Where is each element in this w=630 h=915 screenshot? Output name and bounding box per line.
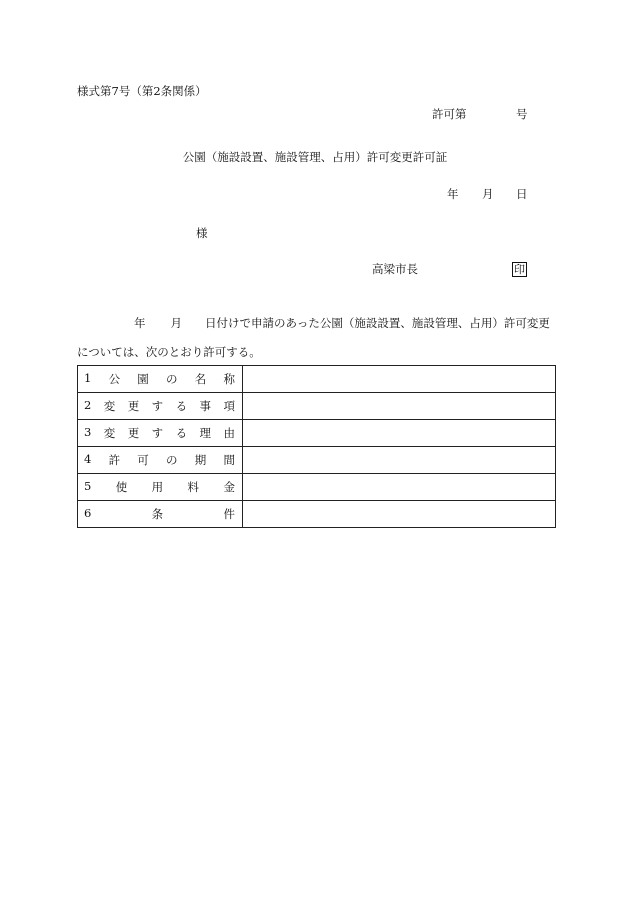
body-month-label: 月 [170,316,182,330]
item-label-char: 期 [194,453,207,467]
table-row [78,501,556,528]
item-label [78,371,242,387]
item-label-char: 事 [199,399,212,413]
issuer-name: 高梁市長 [372,262,418,276]
item-label-char: 用 [151,480,164,494]
item-label-char: 変 [103,426,116,440]
item-value-cell[interactable] [243,501,556,528]
item-number: 4 [84,452,92,466]
addressee-suffix: 様 [196,226,208,240]
document-title: 公園（施設設置、施設管理、占用）許可変更許可証 [182,150,448,164]
item-value-cell[interactable] [243,474,556,501]
item-label-char: の [166,372,178,386]
date-month-label: 月 [482,187,494,201]
item-label-char: 可 [137,453,149,467]
date-year-label: 年 [447,187,459,201]
item-label-cell [78,420,243,447]
item-number: 2 [84,398,92,412]
body-line-1 [134,318,550,330]
item-label-cell [78,474,243,501]
item-label-char: 間 [223,453,235,467]
item-label-char: 件 [223,507,235,521]
item-label [78,425,242,441]
table-row [78,393,556,420]
permit-items-table [77,365,556,528]
seal-mark: 印 [514,263,525,276]
item-label-char: 金 [223,480,235,494]
permit-number-label: 許可第 [432,107,467,121]
table-row [78,447,556,474]
form-number: 様式第7号（第2条関係） [77,84,207,98]
date-day-label: 日 [516,187,528,201]
table-row [78,420,556,447]
item-label-char: 称 [223,372,235,386]
item-label-char: 変 [103,399,116,413]
item-label-char: る [175,426,188,440]
item-label-char: 更 [127,399,140,413]
item-label-char: 料 [187,480,200,494]
body-year-label: 年 [134,316,146,330]
item-number: 5 [84,479,92,493]
item-label-char: す [151,399,164,413]
item-label-char: 名 [194,372,207,386]
item-label [78,506,242,522]
table-row [78,366,556,393]
item-label-char: 理 [199,426,212,440]
item-label-char: 由 [223,426,235,440]
item-label [78,398,242,414]
item-label [78,479,242,495]
item-label-char: す [151,426,164,440]
body-line-2: については、次のとおり許可する。 [77,345,261,359]
item-label-cell [78,447,243,474]
item-label-char: 項 [223,399,235,413]
body-line-1-text: 日付けで申請のあった公園（施設設置、施設管理、占用）許可変更 [205,316,550,330]
item-number: 3 [84,425,92,439]
item-label-char: 条 [151,507,164,521]
item-value-cell[interactable] [243,393,556,420]
item-label [78,452,242,468]
item-label-char: 更 [127,426,140,440]
item-label-char: 許 [108,453,121,467]
item-value-cell[interactable] [243,420,556,447]
item-label-char: の [166,453,178,467]
item-label-cell [78,501,243,528]
item-label-char: る [175,399,188,413]
item-number: 1 [84,371,92,385]
item-value-cell[interactable] [243,366,556,393]
item-label-char: 公 [108,372,121,386]
item-label-char: 園 [137,372,149,386]
item-value-cell[interactable] [243,447,556,474]
item-number: 6 [84,506,92,520]
item-label-cell [78,393,243,420]
table-row [78,474,556,501]
permit-number-suffix: 号 [516,107,528,121]
item-label-char: 使 [115,480,128,494]
item-label-cell [78,366,243,393]
